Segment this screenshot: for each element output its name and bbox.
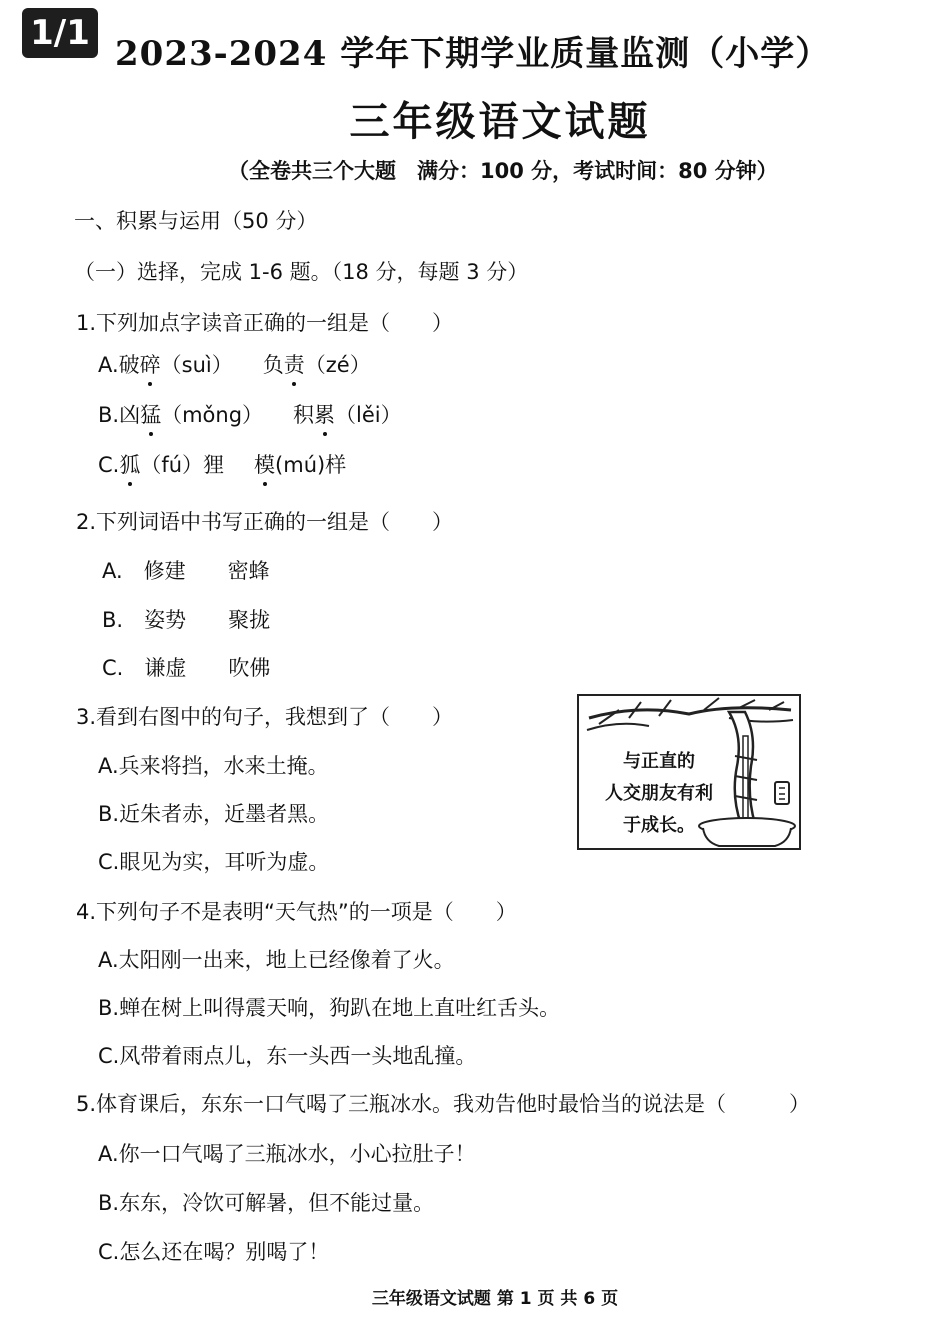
pinyin: （suì）: [160, 353, 233, 377]
question-5-stem: 5.体育课后，东东一口气喝了三瓶冰水。我劝告他时最恰当的说法是（ ）: [76, 1092, 811, 1116]
dotted-char: 猛: [140, 399, 161, 429]
option-text: 积: [293, 403, 315, 427]
question-2-option-c: C. 谦虚 吹佛: [102, 656, 271, 680]
question-3-stem: 3.看到右图中的句子，我想到了（ ）: [76, 705, 454, 729]
page-footer: 三年级语文试题 第 1 页 共 6 页: [371, 1289, 619, 1309]
question-2-option-a: A. 修建 密蜂: [102, 559, 270, 583]
question-2-stem: 2.下列词语中书写正确的一组是（ ）: [76, 510, 454, 534]
exam-info: （全卷共三个大题 满分：100 分，考试时间：80 分钟）: [228, 159, 778, 183]
question-4-stem: 4.下列句子不是表明“天气热”的一项是（ ）: [76, 900, 517, 924]
question-5-option-c: C.怎么还在喝？别喝了！: [98, 1240, 330, 1264]
question-2-option-b: B. 姿势 聚拢: [102, 608, 271, 632]
subject-title: 三年级语文试题: [349, 99, 651, 145]
caption-line: 人交朋友有利: [605, 783, 713, 804]
pinyin: （fú）狸: [140, 453, 225, 477]
dotted-char: 累: [314, 399, 335, 429]
dotted-char: 模: [254, 449, 275, 479]
option-text: C.: [98, 453, 120, 477]
dotted-char: 碎: [140, 349, 161, 379]
question-4-option-c: C.风带着雨点儿，东一头西一头地乱撞。: [98, 1044, 477, 1068]
figure-caption: [589, 746, 729, 842]
dotted-char: 狐: [119, 449, 140, 479]
question-4-option-b: B.蝉在树上叫得震天响，狗趴在地上直吐红舌头。: [98, 996, 561, 1020]
option-text: 负: [262, 353, 284, 377]
question-3-option-a: A.兵来将挡，水来土掩。: [98, 754, 329, 778]
question-4-option-a: A.太阳刚一出来，地上已经像着了火。: [98, 948, 455, 972]
pinyin: （mǒng）: [161, 403, 264, 427]
page-counter-badge: 1/1: [22, 8, 98, 58]
question-3-option-c: C.眼见为实，耳听为虚。: [98, 850, 330, 874]
question-1-option-a: [98, 349, 371, 379]
exam-title: 2023-2024 学年下期学业质量监测（小学）: [115, 34, 831, 74]
question-1-option-c: [98, 449, 346, 479]
caption-line: 于成长。: [623, 815, 695, 836]
question-3-option-b: B.近朱者赤，近墨者黑。: [98, 802, 330, 826]
pinyin: (mú)样: [275, 453, 347, 477]
pinyin: （zé）: [304, 353, 371, 377]
section-heading: 一、积累与运用（50 分）: [74, 209, 318, 233]
question-5-option-a: A.你一口气喝了三瓶冰水，小心拉肚子！: [98, 1142, 476, 1166]
tree-illustration: [577, 694, 801, 850]
part-heading: （一）选择，完成 1-6 题。（18 分，每题 3 分）: [74, 260, 529, 284]
question-1-option-b: [98, 399, 402, 429]
option-text: A.破: [98, 353, 140, 377]
option-text: B.凶: [98, 403, 141, 427]
caption-line: 与正直的: [623, 751, 695, 772]
question-5-option-b: B.东东，冷饮可解暑，但不能过量。: [98, 1191, 435, 1215]
dotted-char: 责: [284, 349, 305, 379]
pinyin: （lěi）: [335, 403, 402, 427]
question-1-stem: 1.下列加点字读音正确的一组是（ ）: [76, 311, 454, 335]
